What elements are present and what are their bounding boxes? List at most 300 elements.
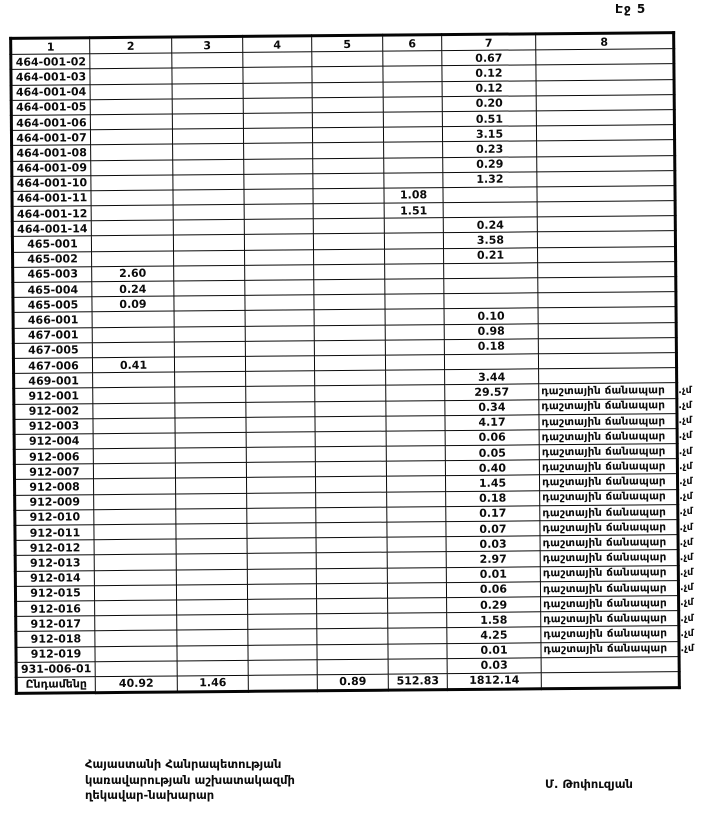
cell-col7: [443, 187, 537, 203]
cell-col7: 1.32: [443, 172, 537, 188]
cell-col7: 0.05: [445, 445, 539, 461]
cell-col5: [314, 310, 385, 326]
cell-col6: [384, 233, 443, 249]
margin-note: .չմ: [680, 627, 694, 639]
cell-col4: [247, 538, 316, 554]
cell-col8: [537, 185, 675, 201]
cell-col2: [90, 99, 172, 115]
cell-col4: [244, 158, 313, 174]
cell-col2: [95, 661, 177, 677]
cell-col2: [94, 570, 176, 586]
cell-code: 912-004: [14, 434, 93, 450]
cell-col8: [537, 170, 675, 186]
cell-col4: [245, 249, 314, 265]
cell-col4: [246, 477, 315, 493]
cell-code: 912-006: [14, 449, 93, 465]
cell-col7: 4.17: [445, 414, 539, 430]
cell-col6: [385, 324, 444, 340]
cell-col4: [245, 295, 314, 311]
cell-col6: [387, 567, 446, 583]
cell-col5: [312, 127, 383, 143]
cell-col8: [539, 428, 693, 444]
cell-col2: [90, 84, 172, 100]
cell-col5: [313, 234, 384, 250]
cell-col3: [177, 614, 248, 630]
cell-code: 912-014: [15, 570, 94, 586]
cell-col3: [177, 660, 248, 676]
cell-col4: [248, 675, 317, 692]
cell-col7: [444, 293, 538, 309]
cell-col4: [246, 371, 315, 387]
cell-col7: 0.18: [444, 339, 538, 355]
cell-col6: [386, 446, 445, 462]
signatory-title-line: ղեկավար-նախարար: [85, 788, 215, 802]
cell-col6: [388, 658, 447, 674]
cell-col8: [540, 565, 694, 581]
cell-col4: [246, 462, 315, 478]
cell-col4: [245, 325, 314, 341]
cell-col8: [539, 368, 677, 384]
cell-col7: 0.03: [446, 536, 540, 552]
cell-col5: [316, 553, 387, 569]
cell-col7: 0.29: [447, 597, 541, 613]
cell-col7: 0.18: [446, 490, 540, 506]
cell-col2: [90, 114, 172, 130]
cell-col5: [317, 644, 388, 660]
cell-col2: [94, 478, 176, 494]
cell-col5: [315, 431, 386, 447]
cell-code: 465-003: [13, 267, 92, 283]
cell-col3: [175, 417, 246, 433]
cell-code: 465-005: [13, 297, 92, 313]
cell-col8: [539, 444, 693, 460]
cell-col8: [537, 140, 675, 156]
cell-col3: [176, 478, 247, 494]
cell-col8: [536, 49, 674, 65]
cell-col7: 1.45: [445, 475, 539, 491]
field-road-label: դաշտային ճանապար: [541, 475, 666, 489]
cell-code: 912-015: [15, 585, 94, 601]
cell-col5: [315, 446, 386, 462]
cell-col6: [386, 400, 445, 416]
cell-col2: [95, 600, 177, 616]
cell-col7: 2.97: [446, 551, 540, 567]
cell-col2: [95, 615, 177, 631]
cell-col3: [175, 371, 246, 387]
cell-col3: [172, 113, 243, 129]
cell-code: 466-001: [13, 312, 92, 328]
cell-col8: [536, 64, 674, 80]
cell-col4: [244, 204, 313, 220]
cell-col7: 3.44: [445, 369, 539, 385]
cell-col4: [246, 432, 315, 448]
cell-col6: [386, 431, 445, 447]
field-road-label: դաշտային ճանապար: [541, 414, 666, 428]
cell-col2: [93, 433, 175, 449]
margin-note: .չմ: [680, 597, 694, 609]
cell-col8: [538, 307, 676, 323]
cell-col2: [91, 235, 173, 251]
field-road-label: դաշտային ճանապար: [542, 490, 666, 504]
cell-col3: [175, 402, 246, 418]
cell-code: 465-004: [13, 282, 92, 298]
cell-col2: [93, 448, 175, 464]
cell-col6: [385, 309, 444, 325]
cell-col3: [176, 554, 247, 570]
cell-col5: [316, 492, 387, 508]
cell-code: 464-001-06: [11, 115, 90, 131]
cell-col3: [175, 447, 246, 463]
cell-col2: [92, 311, 174, 327]
cell-col4: [248, 614, 317, 630]
cell-code: 467-001: [13, 327, 92, 343]
header-cell-col6: 6: [383, 35, 442, 52]
cell-col6: [385, 263, 444, 279]
margin-note: .չմ: [678, 460, 693, 472]
margin-note: .չմ: [678, 475, 693, 488]
cell-col2: [92, 251, 174, 267]
cell-code: 464-001-03: [11, 69, 90, 85]
cell-code: 464-001-08: [12, 145, 91, 161]
cell-col3: [172, 83, 243, 99]
cell-col8: [540, 535, 694, 551]
cell-col2: [94, 509, 176, 525]
cell-col6: [386, 415, 445, 431]
cell-col5: [313, 173, 384, 189]
cell-col4: [247, 584, 316, 600]
cell-col5: [315, 461, 386, 477]
margin-note: .չմ: [679, 567, 694, 579]
cell-code: 465-001: [12, 236, 91, 252]
cell-col4: [247, 553, 316, 569]
cell-col5: [317, 659, 388, 675]
cell-col7: 0.10: [444, 308, 538, 324]
cell-col4: [244, 143, 313, 159]
cell-col4: [243, 52, 312, 68]
cell-col3: [174, 296, 245, 312]
cell-code: Ընդամենը: [16, 677, 95, 694]
cell-col7: 0.51: [442, 111, 536, 127]
cell-col2: [94, 539, 176, 555]
cell-col6: [384, 172, 443, 188]
header-cell-col2: 2: [90, 37, 172, 54]
cell-col8: [536, 94, 674, 110]
margin-note: .չմ: [678, 384, 692, 396]
cell-col5: [315, 370, 386, 386]
cell-col5: [313, 188, 384, 204]
cell-code: 912-009: [15, 494, 94, 510]
cell-col6: [388, 628, 447, 644]
cell-col4: [247, 508, 316, 524]
field-road-label: դաշտային ճանապար: [542, 551, 667, 565]
cell-code: 931-006-01: [16, 661, 95, 677]
cell-col2: [92, 342, 174, 358]
header-cell-col7: 7: [442, 34, 536, 51]
cell-code: 912-018: [16, 631, 95, 647]
margin-note: .չմ: [679, 521, 693, 533]
data-table: [9, 31, 695, 695]
cell-col6: [388, 598, 447, 614]
cell-col5: [316, 507, 387, 523]
cell-col8: [541, 671, 679, 688]
cell-col5: [314, 294, 385, 310]
cell-col6: [385, 279, 444, 295]
cell-col7: 0.06: [445, 430, 539, 446]
cell-code: 464-001-02: [11, 54, 90, 70]
cell-col6: [385, 294, 444, 310]
cell-col3: [173, 174, 244, 190]
cell-col8: [536, 79, 674, 95]
cell-col2: 0.09: [92, 296, 174, 312]
cell-col5: [314, 355, 385, 371]
cell-col5: [316, 522, 387, 538]
cell-col8: [538, 353, 676, 369]
cell-col8: [540, 580, 694, 596]
header-cell-col4: 4: [243, 36, 312, 53]
cell-col8: [541, 656, 679, 672]
cell-col5: [313, 158, 384, 174]
cell-col2: [90, 68, 172, 84]
cell-col6: [388, 643, 447, 659]
cell-col8: [537, 201, 675, 217]
cell-col7: 0.01: [446, 566, 540, 582]
cell-code: 467-006: [13, 358, 92, 374]
field-road-label: դաշտային ճանապար: [543, 596, 667, 611]
cell-col7: 0.12: [442, 80, 536, 96]
cell-col4: [246, 416, 315, 432]
cell-code: 464-001-10: [12, 175, 91, 191]
cell-col2: [91, 175, 173, 191]
cell-col5: 0.89: [317, 674, 388, 691]
cell-col2: [93, 402, 175, 418]
cell-col2: [92, 327, 174, 343]
cell-col5: [314, 340, 385, 356]
cell-col7: 29.57: [445, 384, 539, 400]
cell-col7: 0.98: [444, 323, 538, 339]
cell-col2: [95, 630, 177, 646]
cell-code: 464-001-04: [11, 84, 90, 100]
cell-col3: [176, 523, 247, 539]
cell-col3: [172, 68, 243, 84]
margin-note: .չմ: [679, 506, 693, 518]
cell-code: 912-012: [15, 540, 94, 556]
cell-col4: [246, 401, 315, 417]
cell-code: 912-010: [15, 510, 94, 526]
field-road-label: դաշտային ճանապար: [541, 460, 666, 474]
cell-col4: [248, 659, 317, 675]
cell-col6: [385, 339, 444, 355]
cell-col6: [383, 51, 442, 67]
field-road-label: դաշտային ճանապար: [543, 627, 668, 641]
cell-col6: [385, 248, 444, 264]
margin-note: .չմ: [679, 536, 694, 548]
cell-col6: [386, 476, 445, 492]
cell-col5: [317, 628, 388, 644]
cell-col3: [173, 220, 244, 236]
cell-col6: [386, 385, 445, 401]
cell-col2: [90, 129, 172, 145]
cell-col2: [91, 190, 173, 206]
cell-col5: [315, 385, 386, 401]
cell-code: 467-005: [13, 342, 92, 358]
cell-col6: [384, 157, 443, 173]
cell-col6: [383, 127, 442, 143]
cell-col3: [173, 235, 244, 251]
cell-col4: [248, 629, 317, 645]
cell-col5: [316, 583, 387, 599]
cell-col7: 1812.14: [447, 673, 541, 690]
cell-col3: [173, 189, 244, 205]
margin-note: .չմ: [678, 445, 693, 457]
cell-code: 912-002: [14, 403, 93, 419]
cell-col8: [536, 125, 674, 141]
cell-col2: 0.41: [92, 357, 174, 373]
cell-code: 464-001-05: [11, 99, 90, 115]
cell-col3: [173, 159, 244, 175]
cell-col4: [243, 82, 312, 98]
cell-col3: [176, 508, 247, 524]
field-road-label: դաշտային ճանապար: [543, 612, 667, 626]
cell-col8: [537, 231, 675, 247]
cell-col2: [91, 144, 173, 160]
cell-col7: 0.67: [442, 50, 536, 66]
cell-col2: [91, 205, 173, 221]
cell-col8: [541, 626, 694, 642]
cell-col4: [245, 310, 314, 326]
cell-col2: [94, 494, 176, 510]
cell-code: 912-008: [15, 479, 94, 495]
cell-col8: [540, 550, 694, 566]
cell-col4: [246, 447, 315, 463]
signatory-title-line: կառավարության աշխատակազմի: [85, 772, 295, 787]
margin-note: .չմ: [678, 415, 693, 427]
cell-col5: [313, 218, 384, 234]
cell-col5: [314, 279, 385, 295]
cell-col6: [384, 218, 443, 234]
field-road-label: դաշտային ճանապար: [541, 429, 666, 444]
cell-col8: [539, 474, 693, 490]
cell-col2: [93, 387, 175, 403]
cell-col2: [91, 220, 173, 236]
cell-col3: [175, 463, 246, 479]
field-road-label: դաշտային ճանապար: [543, 642, 668, 656]
cell-col5: [312, 67, 383, 83]
cell-col2: [94, 554, 176, 570]
cell-col6: [387, 582, 446, 598]
cell-col7: 1.58: [447, 612, 541, 628]
cell-col2: [91, 159, 173, 175]
cell-col8: [540, 520, 693, 536]
signatory-title-line: Հայաստանի Հանրապետության: [85, 757, 282, 771]
cell-col3: [177, 645, 248, 661]
cell-code: 912-001: [14, 388, 93, 404]
header-cell-col1: 1: [11, 38, 90, 55]
cell-col2: [93, 418, 175, 434]
cell-col3: [174, 265, 245, 281]
cell-col3: [173, 204, 244, 220]
cell-col7: [444, 354, 538, 370]
cell-col5: [312, 51, 383, 67]
cell-col4: [243, 67, 312, 83]
cell-code: 912-019: [16, 646, 95, 662]
cell-col3: [177, 599, 248, 615]
cell-col8: [538, 261, 676, 277]
cell-col4: [244, 189, 313, 205]
cell-col2: 2.60: [92, 266, 174, 282]
cell-col5: [314, 325, 385, 341]
cell-col8: [536, 110, 674, 126]
page-number: Էջ 5: [615, 2, 647, 16]
cell-col2: 0.24: [92, 281, 174, 297]
cell-col7: 0.20: [442, 96, 536, 112]
cell-col5: [317, 598, 388, 614]
cell-col5: [312, 97, 383, 113]
cell-col8: [541, 596, 694, 612]
cell-col8: [538, 277, 676, 293]
header-cell-col5: 5: [312, 35, 383, 52]
cell-col3: [174, 341, 245, 357]
cell-col8: [539, 383, 692, 399]
cell-col2: [93, 372, 175, 388]
cell-col8: [538, 337, 676, 353]
cell-col7: [444, 263, 538, 279]
cell-col3: [173, 144, 244, 160]
cell-col4: [245, 341, 314, 357]
cell-col5: [313, 203, 384, 219]
cell-code: 469-001: [14, 373, 93, 389]
field-road-label: դաշտային ճանապար: [541, 399, 666, 413]
cell-col3: [177, 630, 248, 646]
cell-col2: [90, 53, 172, 69]
cell-col7: 0.12: [442, 65, 536, 81]
field-road-label: դաշտային ճանապար: [541, 384, 666, 398]
cell-code: 464-001-09: [12, 160, 91, 176]
margin-note: .չմ: [680, 612, 694, 624]
cell-col3: [174, 326, 245, 342]
cell-col4: [243, 128, 312, 144]
cell-col7: 0.34: [445, 399, 539, 415]
cell-col4: [245, 265, 314, 281]
cell-col2: [94, 585, 176, 601]
cell-col6: 1.08: [384, 188, 443, 204]
cell-col4: [244, 219, 313, 235]
cell-col3: [176, 539, 247, 555]
cell-col5: [314, 264, 385, 280]
cell-col3: [174, 311, 245, 327]
cell-col8: [541, 611, 694, 627]
cell-col7: 0.29: [443, 156, 537, 172]
cell-code: 912-003: [14, 418, 93, 434]
cell-col7: [443, 202, 537, 218]
cell-col8: [537, 246, 675, 262]
cell-col4: [247, 568, 316, 584]
cell-col6: [387, 537, 446, 553]
cell-col7: 0.17: [446, 506, 540, 522]
cell-col7: 0.07: [446, 521, 540, 537]
header-cell-col8: 8: [536, 33, 674, 50]
cell-col4: [247, 523, 316, 539]
field-road-label: դաշտային ճանապար: [542, 566, 667, 580]
cell-code: 912-007: [14, 464, 93, 480]
cell-col8: [538, 322, 676, 338]
cell-col6: [383, 96, 442, 112]
cell-code: 912-013: [15, 555, 94, 571]
cell-col8: [540, 489, 693, 505]
cell-col2: [94, 524, 176, 540]
cell-col6: [383, 81, 442, 97]
cell-col4: [244, 234, 313, 250]
cell-col6: [387, 552, 446, 568]
